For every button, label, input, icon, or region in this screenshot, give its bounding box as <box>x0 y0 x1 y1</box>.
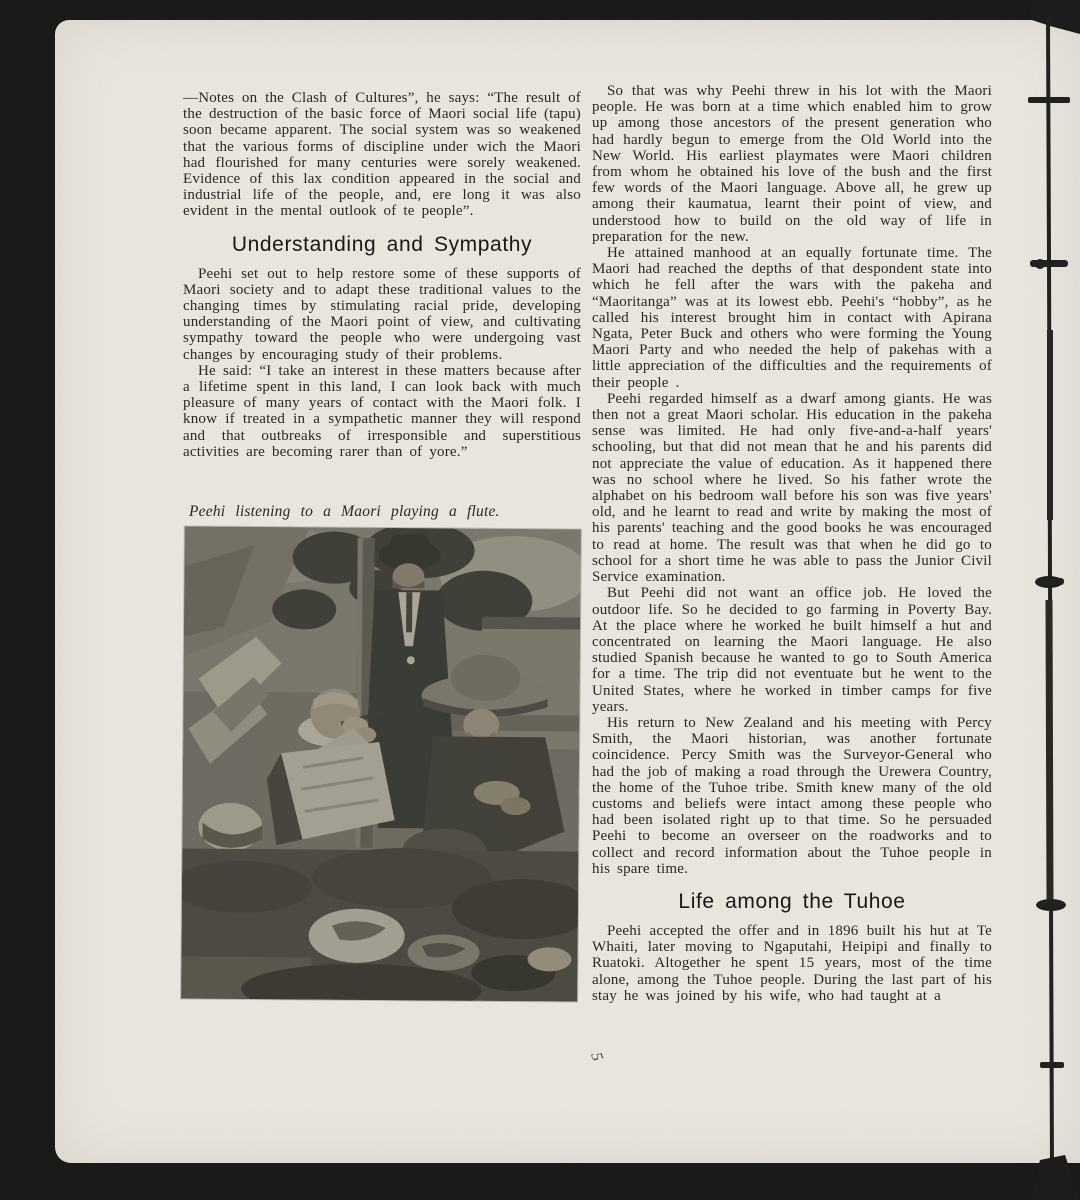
photo-caption: Peehi listening to a Maori playing a flute. <box>189 503 500 521</box>
photo-illustration <box>181 527 581 1002</box>
paper-sheet <box>55 20 1080 1163</box>
handwritten-page-mark: 5 <box>587 1050 606 1064</box>
section-heading-understanding: Understanding and Sympathy <box>231 232 533 256</box>
body-paragraph: He attained manhood at an equally fortunate time. The Maori had reached the depths of that despondent state into which he fell after the wars with the pakeha and “Maoritanga” was at its lowest ebb. Peehi's “hobby”, as he called his interest brought him in contact with Apirana Ngata, Peter Buck and others who were forming the Young Maori Party and who needed the help of pakehas with a little appreciation of the difficulties and the requirements of their people . <box>592 245 992 391</box>
left-column <box>183 90 581 1000</box>
body-paragraph: Peehi accepted the offer and in 1896 built his hut at Te Whaiti, later moving to Ngaputahi, Heipipi and finally to Ruatoki. Altogether he spent 15 years, most of the time alone, among the Tuhoe people. During the last part of his stay he was joined by his wife, who had taught at a <box>592 922 992 1004</box>
photo <box>181 527 581 1002</box>
body-paragraph: Peehi set out to help restore some of these supports of Maori society and to adapt these traditional values to the changing times by stimulating racial pride, developing understanding of the Maori point of view, and cultivating sympathy toward the people who were undergoing vast changes by encouraging study of their problems. <box>183 265 581 363</box>
body-paragraph: Peehi regarded himself as a dwarf among giants. He was then not a great Maori scholar. His education in the pakeha sense was limited. He had only five-and-a-half years' schooling, but that did not mean that he and his parents did not appreciate the value of education. As it happened there was no school where he lived. So his father wrote the alphabet on his bedroom wall before his son was five years' old, and he learnt to read and write by making the most of his parents' teaching and the good books he was encouraged to read at home. The result was that when he did go to school for a short time he was able to pass the Junior Civil Service examination. <box>592 390 992 586</box>
body-paragraph: So that was why Peehi threw in his lot with the Maori people. He was born at a time which enabled him to grow up among those ancestors of the present generation who had hardly begun to emerge from the Old World into the New World. His earliest playmates were Maori children from whom he obtained his love of the bush and the first few words of the Maori language. Above all, he grew up among their kaumatua, learnt their point of view, and understood how to build on the old way of life in preparation for the new. <box>592 83 992 245</box>
body-paragraph: He said: “I take an interest in these matters because after a lifetime spent in this land, I can look back with much pleasure of many years of contact with the Maori folk. I know if treated in a sympathetic manner they will respond and that outbreaks of irresponsible and superstitious activities are becoming rarer than of yore.” <box>183 362 581 460</box>
body-paragraph: His return to New Zealand and his meeting with Percy Smith, the Maori historian, was another fortunate coincidence. Percy Smith was the Surveyor-General who had the job of making a road through the Urewera Country, the home of the Tuhoe tribe. Smith knew many of the old customs and beliefs were intact among these people who had been isolated right up to that time. So he persuaded Peehi to become an overseer on the roadworks and to collect and record information about the Tuhoe people in his spare time. <box>592 714 992 877</box>
section-heading-tuhoe: Life among the Tuhoe <box>678 889 906 913</box>
body-paragraph: But Peehi did not want an office job. He loved the outdoor life. So he decided to go farming in Poverty Bay. At the place where he worked he built himself a hut and concentrated on learning the Maori language. He also studied Spanish because he wanted to go to South America for a time. The trip did not eventuate but he went to the United States, where he worked in timber camps for five years. <box>592 585 992 715</box>
body-paragraph: —Notes on the Clash of Cultures”, he says: “The result of the destruction of the basic force of Maori social life (tapu) soon became apparent. The social system was so weakened that the various forms of discipline under wich the Maori had flourished for many centuries were sorely weakened. Evidence of this lax condition appeared in the social and industrial life of the people, and, ere long it was also evident in the mental outlook of te people”. <box>183 90 581 220</box>
right-column <box>592 83 992 1004</box>
